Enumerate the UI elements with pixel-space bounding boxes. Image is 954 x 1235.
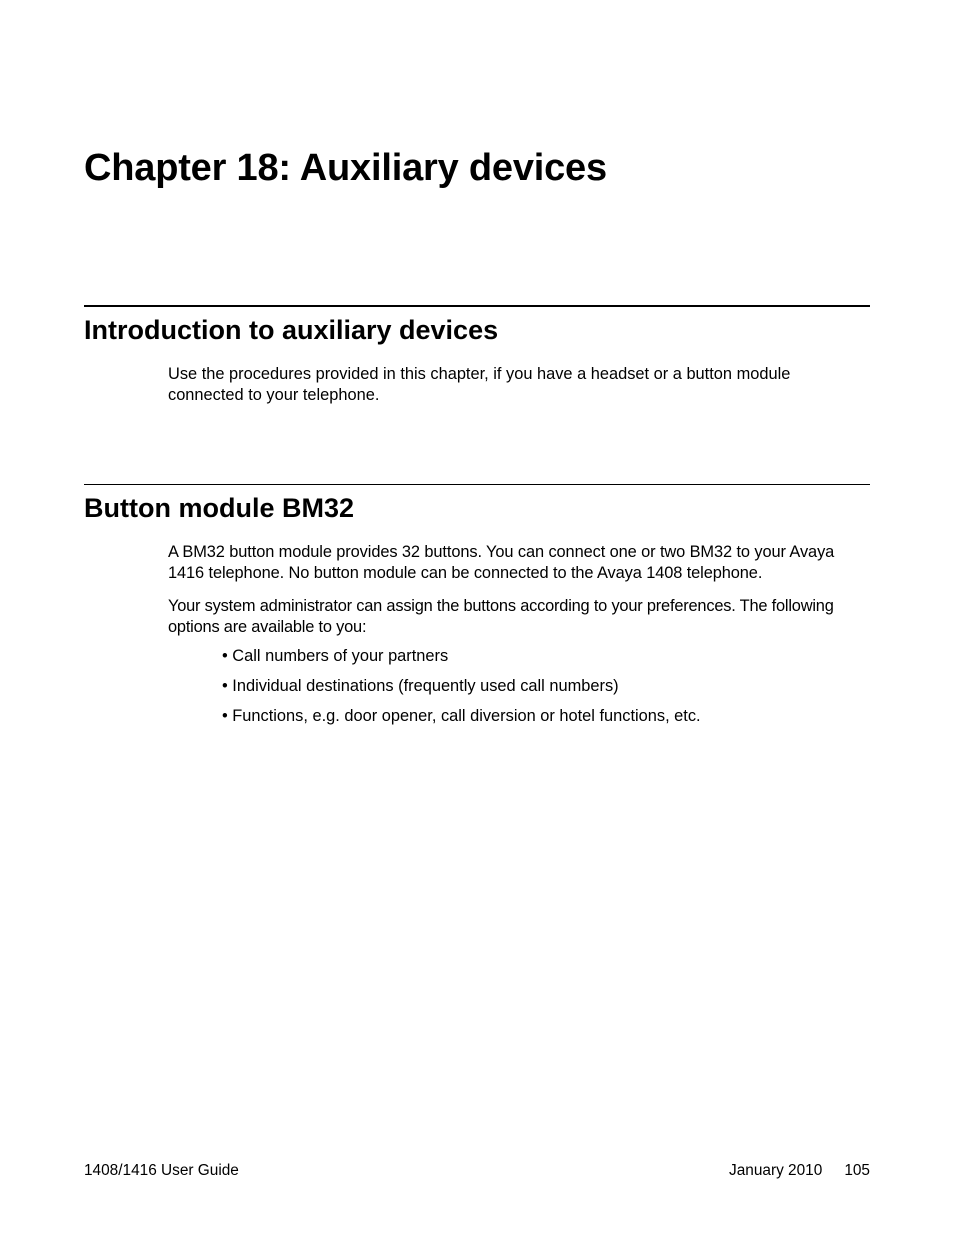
list-item: • Functions, e.g. door opener, call diversion or hotel functions, etc. bbox=[222, 707, 701, 725]
bm32-paragraph-1: A BM32 button module provides 32 buttons. You can connect one or two BM32 to your Avaya 1416 telephone. No button module can be connected to the Avaya 1408 telephone. bbox=[168, 543, 835, 582]
section-divider bbox=[84, 484, 870, 485]
section-divider bbox=[84, 305, 870, 307]
section-title-introduction: Introduction to auxiliary devices bbox=[84, 315, 499, 345]
footer-guide-title: 1408/1416 User Guide bbox=[84, 1162, 239, 1179]
list-item: • Call numbers of your partners bbox=[222, 647, 449, 665]
section-button-module bbox=[84, 484, 870, 736]
section-title-button-module: Button module BM32 bbox=[84, 493, 354, 523]
chapter-title: Chapter 18: Auxiliary devices bbox=[84, 147, 607, 189]
footer-right bbox=[729, 1160, 870, 1182]
page-number: 105 bbox=[844, 1162, 870, 1179]
bm32-paragraph-2: Your system administrator can assign the buttons according to your preferences. The following options are available to you: bbox=[168, 597, 834, 636]
list-item: • Individual destinations (frequently used call numbers) bbox=[222, 677, 619, 695]
options-list bbox=[84, 646, 870, 727]
section-introduction bbox=[84, 305, 870, 405]
footer-date: January 2010 bbox=[729, 1162, 823, 1179]
page-footer bbox=[84, 1160, 870, 1182]
intro-paragraph: Use the procedures provided in this chapter, if you have a headset or a button module connected to your telephone. bbox=[168, 365, 791, 404]
